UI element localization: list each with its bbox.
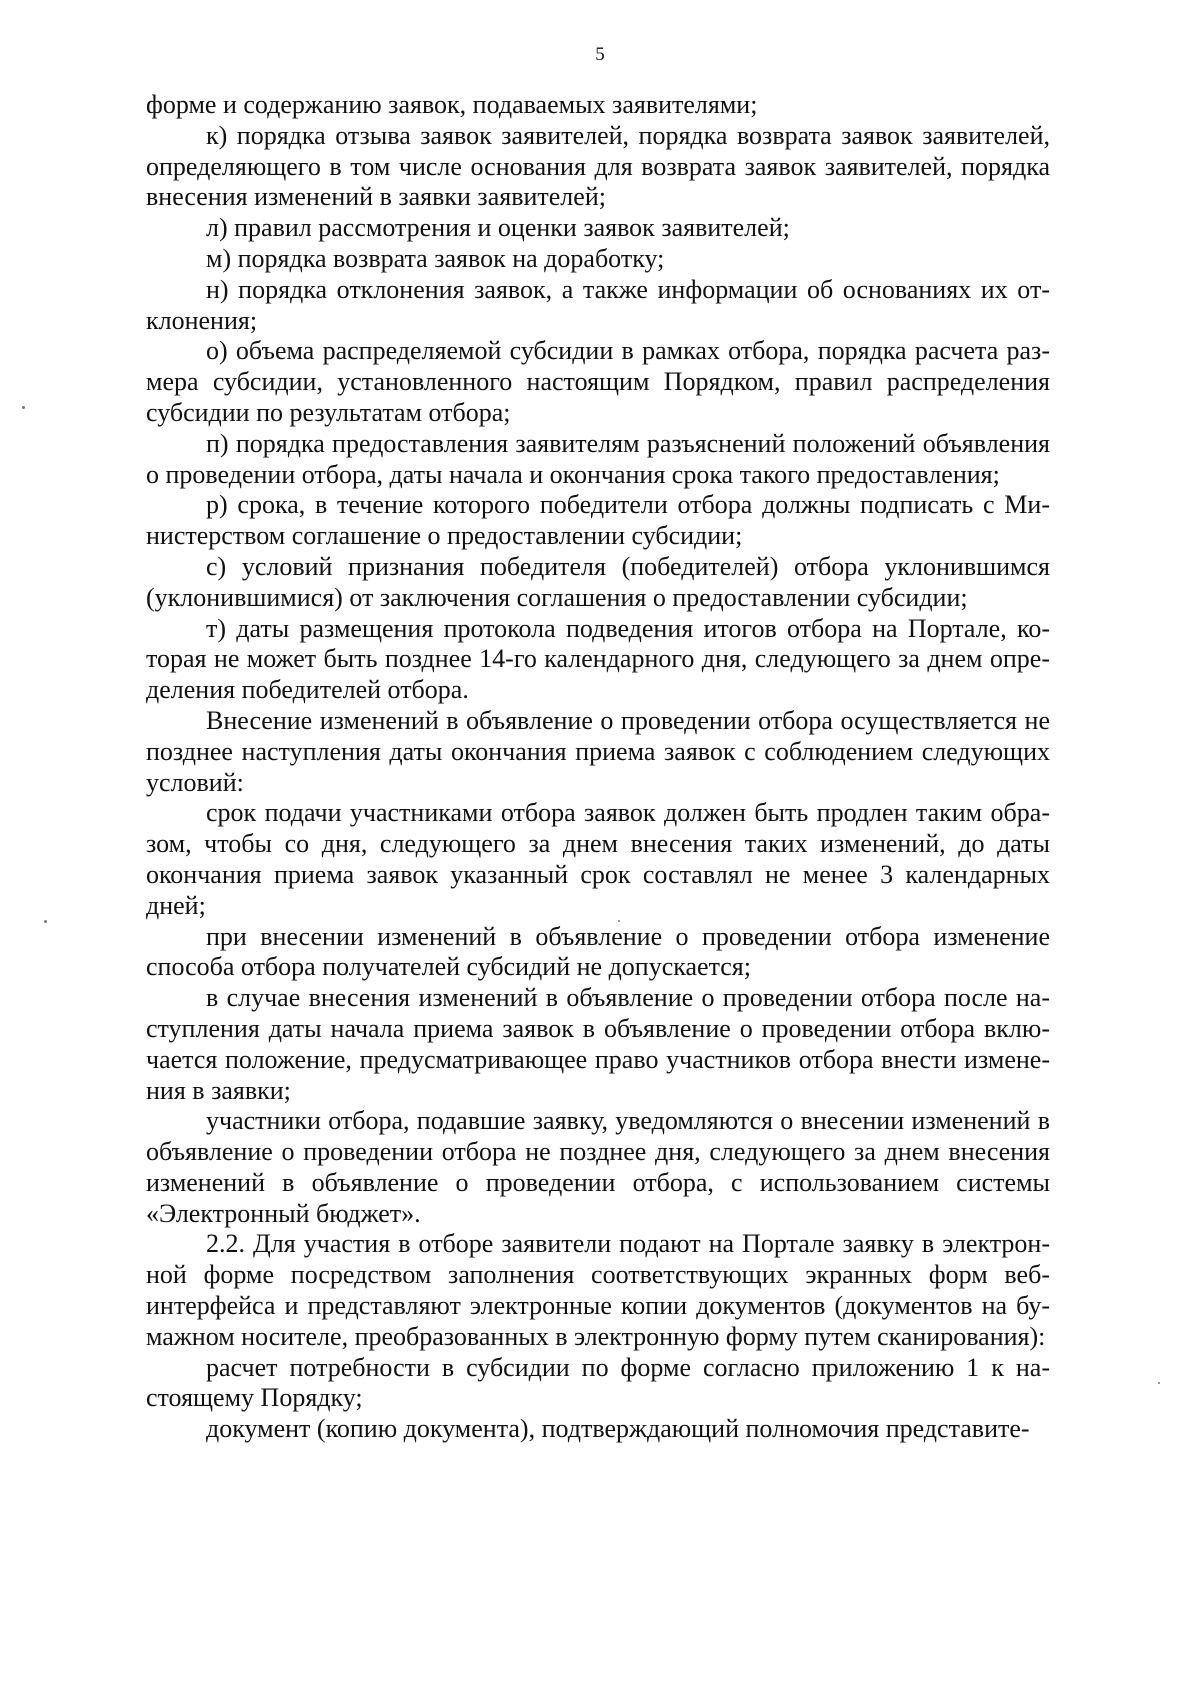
- scan-speck: [22, 406, 25, 409]
- scan-speck: [44, 920, 47, 923]
- paragraph: документ (копию документа), подтверждающий полномочия представите-: [206, 1414, 1030, 1444]
- paragraph: 2.2. Для участия в отборе заявители подают на Портале заявку в электронной форме посредством заполнения соответствующих экранных форм вебинтерфейса и представляют электронные копии документов (документов на бумажном носителе, преобразованных в электронную форму путем сканирования):: [146, 1229, 1050, 1351]
- paragraph: п) порядка предоставления заявителям разъяснений положений объявления о проведении отбора, даты начала и окончания срока такого предоставления;: [146, 428, 1050, 489]
- paragraph: р) срока, в течение которого победители отбора должны подписать с Министерством соглашение о предоставлении субсидии;: [146, 490, 1050, 551]
- paragraph: с) условий признания победителя (победителей) отбора уклонившимся (уклонившимися) от заключения соглашения о предоставлении субсидии;: [146, 551, 1050, 612]
- scan-speck: [618, 920, 620, 922]
- paragraph: срок подачи участниками отбора заявок должен быть продлен таким образом, чтобы со дня, следующего за днем внесения таких изменений, до даты окончания приема заявок указанный срок составлял не менее 3 календарных дней;: [146, 798, 1050, 920]
- scan-speck: [1158, 1382, 1160, 1384]
- paragraph: в случае внесения изменений в объявление о проведении отбора после наступления даты начала приема заявок в объявление о проведении отбора включается положение, предусматривающее право участников отбора внести изменения в заявки;: [146, 983, 1050, 1105]
- document-body: [146, 90, 1050, 1445]
- paragraph: к) порядка отзыва заявок заявителей, порядка возврата заявок заявителей, определяющего в том числе основания для возврата заявок заявителей, порядка внесения изменений в заявки заявителей;: [146, 120, 1050, 212]
- paragraph: расчет потребности в субсидии по форме согласно приложению 1 к настоящему Порядку;: [146, 1352, 1050, 1413]
- paragraph: т) даты размещения протокола подведения итогов отбора на Портале, которая не может быть позднее 14-го календарного дня, следующего за днем определения победителей отбора.: [146, 613, 1050, 705]
- paragraph: форме и содержанию заявок, подаваемых заявителями;: [146, 90, 758, 119]
- paragraph: м) порядка возврата заявок на доработку;: [206, 243, 665, 273]
- page-number: 5: [595, 44, 605, 65]
- paragraph: при внесении изменений в объявление о проведении отбора изменение способа отбора получателей субсидий не допускается;: [146, 921, 1050, 982]
- paragraph: о) объема распределяемой субсидии в рамках отбора, порядка расчета размера субсидии, установленного настоящим Порядком, правил распределения субсидии по результатам отбора;: [146, 336, 1050, 427]
- paragraph: участники отбора, подавшие заявку, уведомляются о внесении изменений в объявление о проведении отбора не позднее дня, следующего за днем внесения изменений в объявление о проведении отбора, с использованием системы «Электронный бюджет».: [146, 1106, 1050, 1228]
- paragraph: Внесение изменений в объявление о проведении отбора осуществляется не позднее наступления даты окончания приема заявок с соблюдением следующих условий:: [146, 705, 1050, 797]
- paragraph: н) порядка отклонения заявок, а также информации об основаниях их отклонения;: [146, 274, 1050, 335]
- paragraph: л) правил рассмотрения и оценки заявок заявителей;: [206, 213, 790, 243]
